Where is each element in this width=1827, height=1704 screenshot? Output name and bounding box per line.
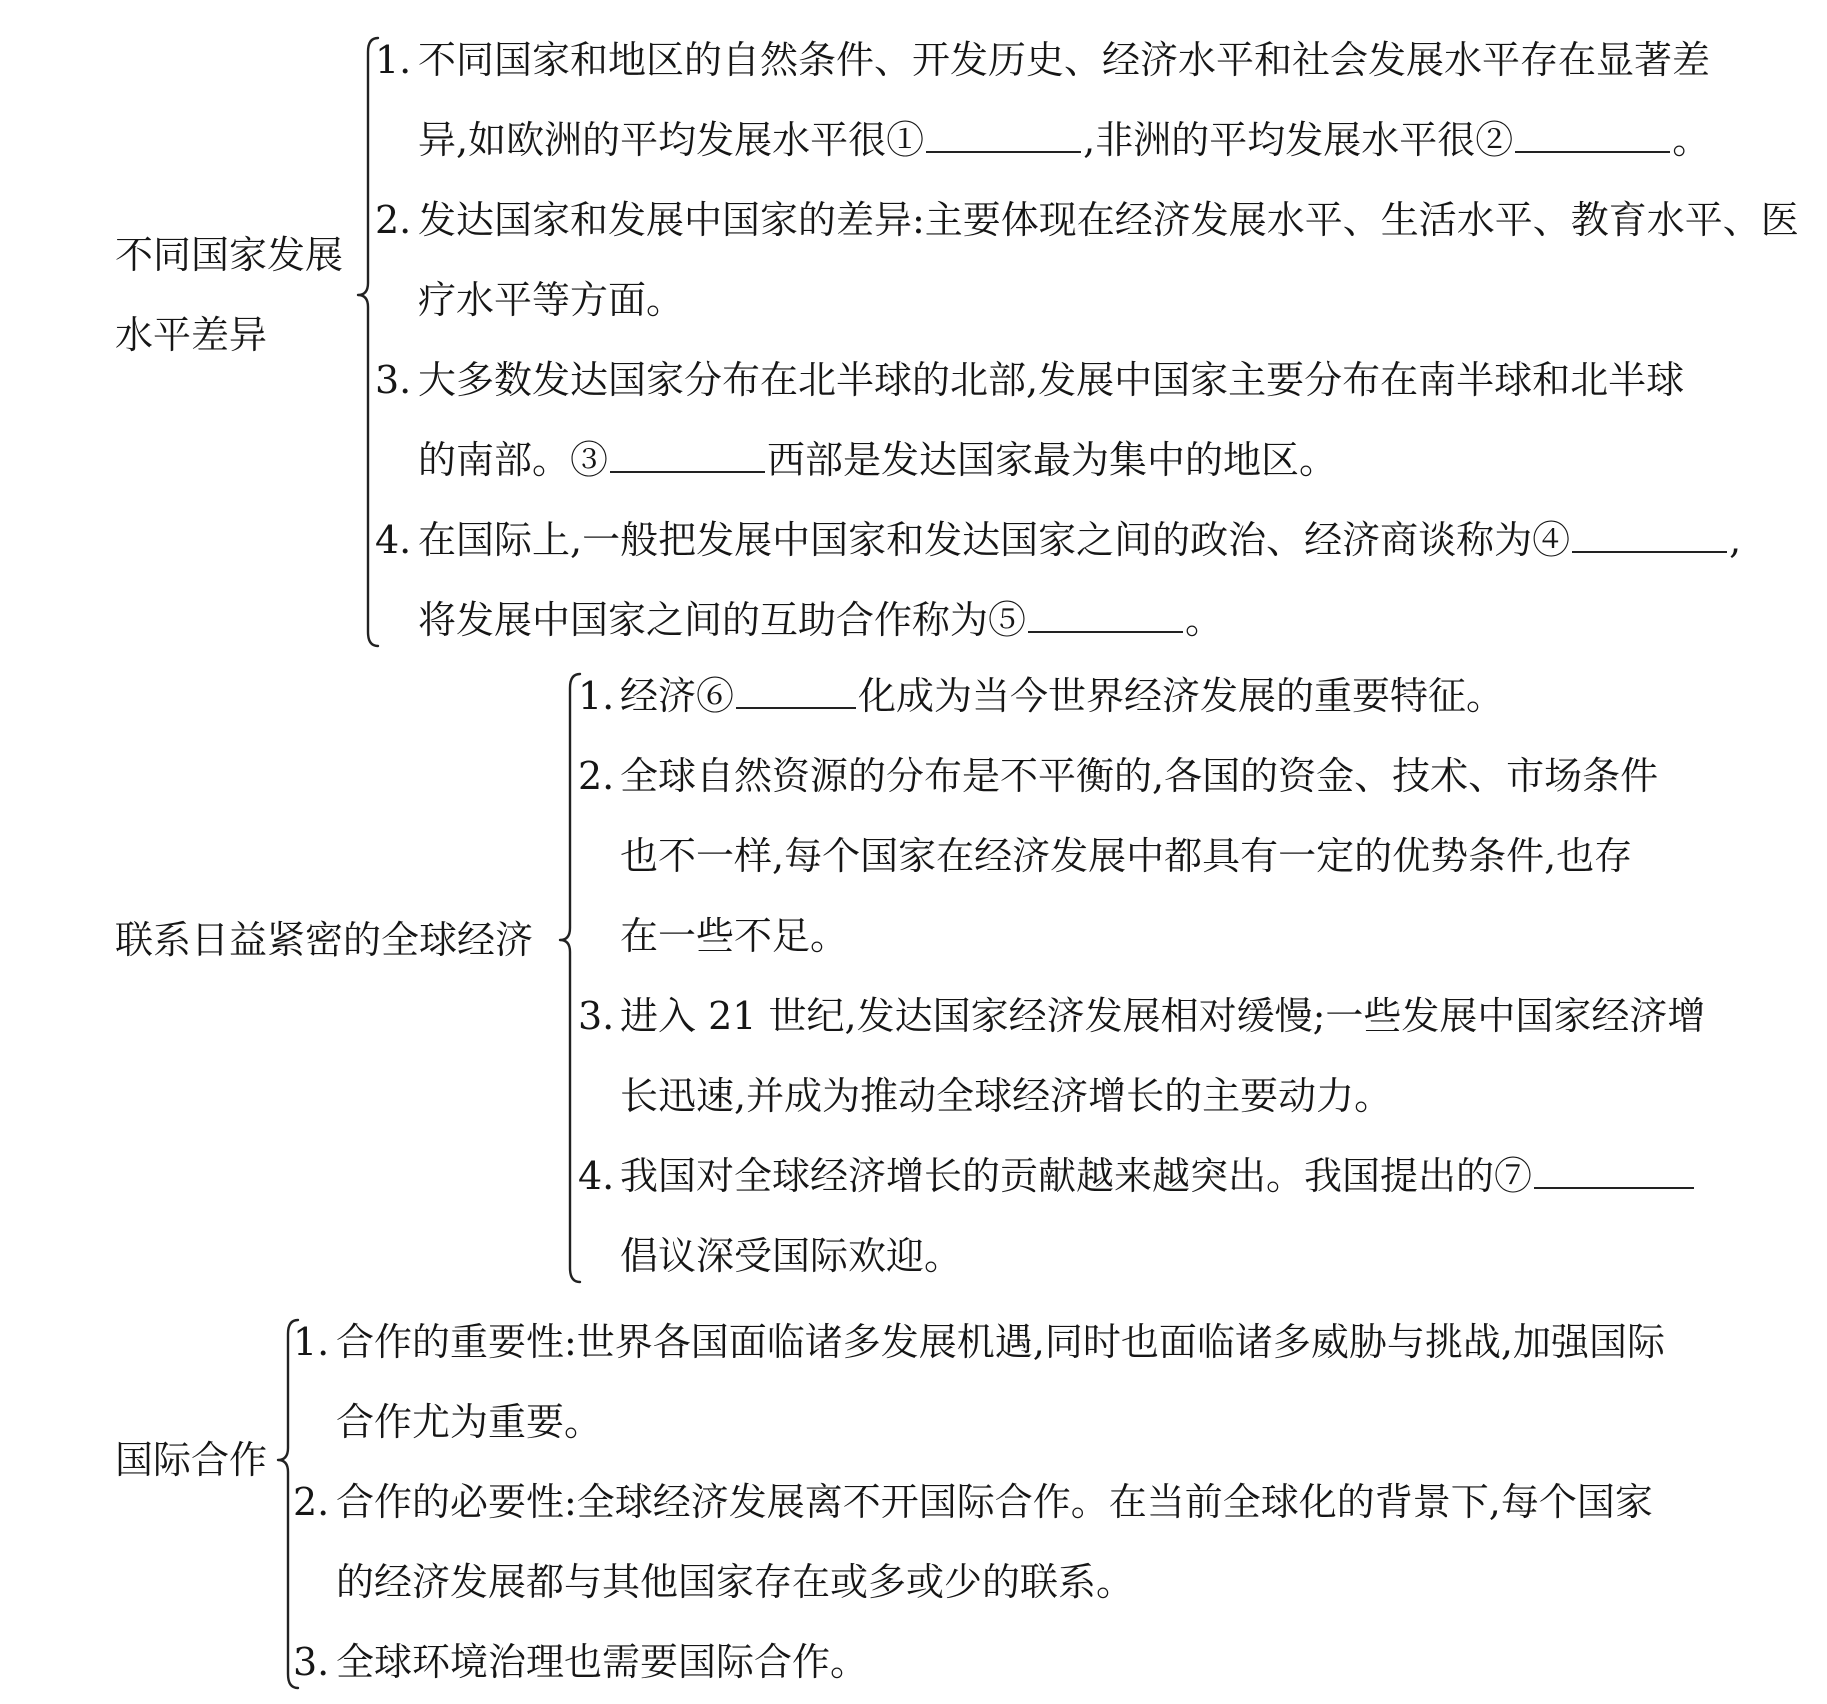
item-number: 2. [293,1480,330,1524]
text-segment: 经济 [620,674,697,718]
section-label: 不同国家发展 [115,233,344,277]
text-segment: 的南部。 [418,438,571,482]
text-segment: 也不一样,每个国家在经济发展中都具有一定的优势条件,也存 [620,834,1633,878]
text-segment: 全球自然资源的分布是不平衡的,各国的资金、技术、市场条件 [620,754,1659,798]
text-segment: ,非洲的平均发展水平很 [1083,118,1476,162]
blank-number-marker: ② [1475,118,1514,162]
text-segment: 将发展中国家之间的互助合作称为 [418,598,989,642]
text-segment: 。 [1185,598,1224,642]
text-segment: 化成为当今世界经济发展的重要特征。 [858,674,1505,718]
text-segment: 长迅速,并成为推动全球经济增长的主要动力。 [620,1074,1393,1118]
text-segment: 我国对全球经济增长的贡献越来越突出。我国提出的 [620,1154,1495,1198]
text-segment: 异,如欧洲的平均发展水平很 [418,118,887,162]
text-segment: 合作尤为重要。 [336,1400,603,1444]
text-segment: 在一些不足。 [620,914,849,958]
item-number: 4. [578,1154,615,1198]
text-segment: 进入 21 世纪,发达国家经济发展相对缓慢;一些发展中国家经济增 [620,994,1706,1038]
section-label: 联系日益紧密的全球经济 [115,918,534,962]
section-label: 国际合作 [115,1438,268,1482]
item-number: 2. [578,754,615,798]
blank-number-marker: ④ [1532,518,1571,562]
item-number: 2. [375,198,412,242]
text-segment: 疗水平等方面。 [418,278,685,322]
text-segment: 的经济发展都与其他国家存在或多或少的联系。 [336,1560,1135,1604]
blank-number-marker: ⑦ [1494,1154,1533,1198]
blank-number-marker: ⑤ [988,598,1027,642]
item-number: 3. [578,994,615,1038]
item-number: 4. [375,518,412,562]
text-segment: 发达国家和发展中国家的差异:主要体现在经济发展水平、生活水平、教育水平、医 [418,198,1799,242]
text-segment: 大多数发达国家分布在北半球的北部,发展中国家主要分布在南半球和北半球 [418,358,1685,402]
text-segment: 合作的必要性:全球经济发展离不开国际合作。在当前全球化的背景下,每个国家 [336,1480,1653,1524]
section-label: 水平差异 [115,313,268,357]
item-number: 3. [293,1640,330,1684]
text-segment: 合作的重要性:世界各国面临诸多发展机遇,同时也面临诸多威胁与挑战,加强国际 [336,1320,1665,1364]
text-segment: 。 [1672,118,1711,162]
item-number: 1. [293,1320,330,1364]
text-segment: 在国际上,一般把发展中国家和发达国家之间的政治、经济商谈称为 [418,518,1533,562]
text-segment: 西部是发达国家最为集中的地区。 [767,438,1338,482]
text-segment: , [1729,518,1742,562]
text-segment: 倡议深受国际欢迎。 [620,1234,963,1278]
blank-number-marker: ⑥ [696,674,735,718]
item-number: 3. [375,358,412,402]
text-segment: 全球环境治理也需要国际合作。 [336,1640,869,1684]
blank-number-marker: ③ [570,438,609,482]
text-segment: 不同国家和地区的自然条件、开发历史、经济水平和社会发展水平存在显著差 [418,38,1711,82]
item-number: 1. [375,38,412,82]
item-number: 1. [578,674,615,718]
blank-number-marker: ① [886,118,925,162]
